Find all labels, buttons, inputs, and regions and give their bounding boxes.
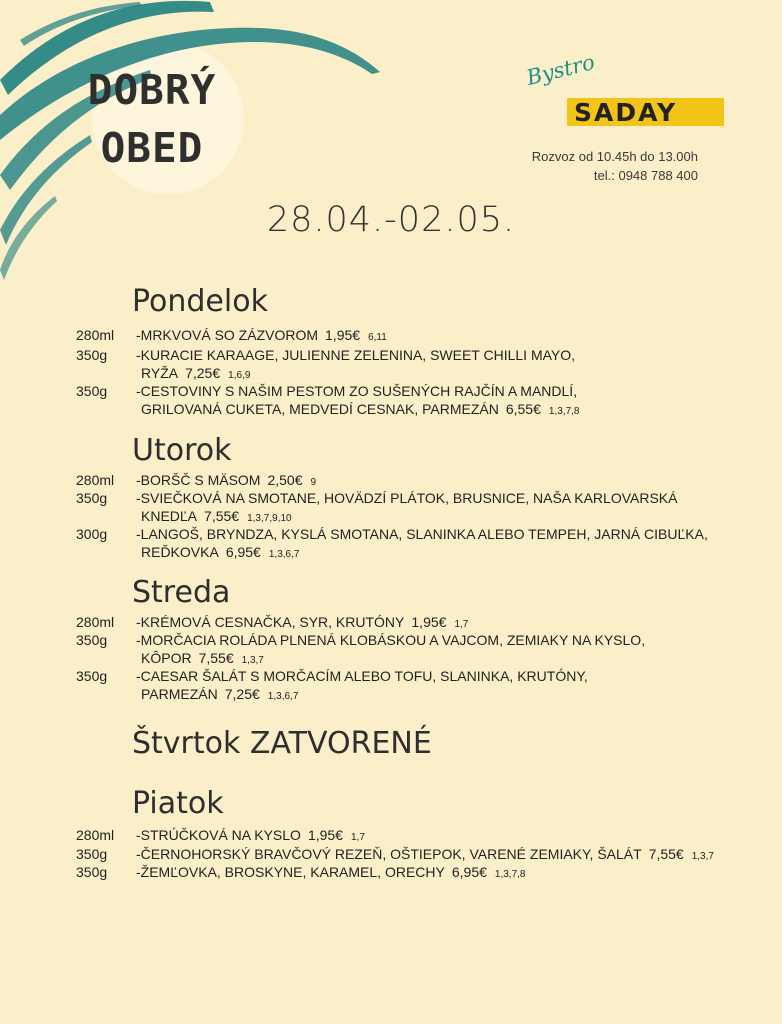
- dish-name-continued-text: REĎKOVKA: [141, 544, 219, 560]
- dish-name: [136, 631, 645, 649]
- price-group: [197, 508, 292, 524]
- price-group: [445, 864, 526, 880]
- portion-size: 350g: [76, 846, 108, 862]
- bystro-saday-logo: [524, 49, 723, 136]
- dish-name-continued-text: RYŽA: [141, 365, 179, 381]
- dish-name-text: -CESTOVINY S NAŠIM PESTOM ZO SUŠENÝCH RAJČÍN A MANDLÍ,: [136, 383, 578, 399]
- dish-price: 2,50€: [267, 472, 303, 488]
- logo-accent: !: [720, 120, 723, 131]
- dish-price: 7,25€: [185, 365, 221, 381]
- dish-name-continued-text: KNEDĽA: [141, 508, 198, 524]
- dish-name: [136, 382, 577, 400]
- dish-name: [136, 667, 588, 685]
- allergen-codes: 1,3,7,9,10: [247, 513, 292, 524]
- dish-name-continued: [141, 400, 579, 421]
- price-group: [318, 327, 387, 343]
- day-heading: Pondelok: [132, 284, 268, 319]
- allergen-codes: 1,7: [454, 619, 469, 630]
- title-line-2: OBED: [100, 124, 204, 172]
- portion-size: 280ml: [76, 827, 115, 843]
- portion-size: 350g: [76, 347, 108, 363]
- logo-script-text: Bystro: [524, 49, 598, 90]
- dish-price: 7,55€: [204, 508, 240, 524]
- allergen-codes: 1,7: [350, 832, 365, 843]
- dish-price: 6,55€: [505, 401, 541, 417]
- allergen-codes: 1,6,9: [228, 370, 251, 381]
- dish-price: 1,95€: [411, 614, 447, 630]
- day-heading: Štvrtok ZATVORENÉ: [132, 726, 432, 761]
- dish-name-text: -MORČACIA ROLÁDA PLNENÁ KLOBÁSKOU A VAJCOM, ZEMIAKY NA KYSLO,: [136, 632, 646, 648]
- dish-name: [136, 525, 708, 543]
- price-group: [260, 472, 316, 488]
- dish-price: 6,95€: [225, 544, 261, 560]
- price-group: [218, 686, 299, 702]
- delivery-hours: Rozvoz od 10.45h do 13.00h: [531, 149, 698, 164]
- dish-price: 1,95€: [307, 827, 343, 843]
- dish-price: 1,95€: [325, 327, 361, 343]
- logo-brand-name: SADAY: [574, 98, 678, 127]
- allergen-codes: 1,3,7: [241, 655, 264, 666]
- price-group: [178, 365, 250, 381]
- portion-size: 300g: [76, 526, 108, 542]
- allergen-codes: 1,3,7: [691, 851, 714, 862]
- price-group: [404, 614, 468, 630]
- dish-price: 7,55€: [198, 650, 234, 666]
- dish-name-continued-text: PARMEZÁN: [141, 686, 218, 702]
- dish-name: [136, 346, 575, 364]
- price-group: [642, 846, 714, 862]
- dish-price: 7,25€: [224, 686, 260, 702]
- portion-size: 350g: [76, 864, 108, 880]
- dish-name: [136, 826, 365, 847]
- dish-name: [136, 489, 677, 507]
- portion-size: 280ml: [76, 327, 115, 343]
- price-group: [219, 544, 300, 560]
- dish-name-text: -KURACIE KARAAGE, JULIENNE ZELENINA, SWEET CHILLI MAYO,: [136, 347, 576, 363]
- price-group: [301, 827, 365, 843]
- phone-number: tel.: 0948 788 400: [593, 168, 698, 183]
- portion-size: 280ml: [76, 614, 115, 630]
- dish-name-continued-text: GRILOVANÁ CUKETA, MEDVEDÍ CESNAK, PARMEZÁN: [141, 401, 499, 417]
- title-line-1: DOBRÝ: [87, 66, 217, 114]
- allergen-codes: 9: [310, 477, 317, 488]
- dish-name-continued-text: KÔPOR: [141, 650, 192, 666]
- dish-price: 7,55€: [648, 846, 684, 862]
- allergen-codes: 1,3,6,7: [267, 691, 299, 702]
- price-group: [192, 650, 264, 666]
- dish-name-text: -KRÉMOVÁ CESNAČKA, SYR, KRUTÓNY: [136, 614, 405, 630]
- day-heading: Piatok: [132, 786, 224, 821]
- dish-name: [136, 326, 387, 347]
- allergen-codes: 1,3,7,8: [548, 406, 580, 417]
- dish-name-continued: [141, 543, 299, 564]
- dish-name-text: -BORŠČ S MÄSOM: [136, 472, 261, 488]
- dish-name-text: -SVIEČKOVÁ NA SMOTANE, HOVÄDZÍ PLÁTOK, BRUSNICE, NAŠA KARLOVARSKÁ: [136, 490, 678, 506]
- dish-price: 6,95€: [451, 864, 487, 880]
- dish-name-text: -CAESAR ŠALÁT S MORČACÍM ALEBO TOFU, SLANINKA, KRUTÓNY,: [136, 668, 588, 684]
- portion-size: 280ml: [76, 472, 115, 488]
- day-heading: Utorok: [132, 433, 232, 468]
- allergen-codes: 1,3,6,7: [268, 549, 300, 560]
- portion-size: 350g: [76, 383, 108, 399]
- allergen-codes: 6,11: [368, 332, 387, 343]
- dish-name: [136, 863, 526, 884]
- dish-name-text: -MRKVOVÁ SO ZÁZVOROM: [136, 327, 319, 343]
- price-group: [499, 401, 580, 417]
- dish-name-continued: [141, 685, 298, 706]
- dish-name-text: -ŽEMĽOVKA, BROSKYNE, KARAMEL, ORECHY: [136, 864, 445, 880]
- portion-size: 350g: [76, 668, 108, 684]
- allergen-codes: 1,3,7,8: [494, 869, 526, 880]
- dish-name-text: -STRÚČKOVÁ NA KYSLO: [136, 827, 301, 843]
- dish-name-text: -LANGOŠ, BRYNDZA, KYSLÁ SMOTANA, SLANINKA ALEBO TEMPEH, JARNÁ CIBUĽKA,: [136, 526, 708, 542]
- dish-name-text: -ČERNOHORSKÝ BRAVČOVÝ REZEŇ, OŠTIEPOK, VARENÉ ZEMIAKY, ŠALÁT: [136, 846, 642, 862]
- portion-size: 350g: [76, 632, 108, 648]
- portion-size: 350g: [76, 490, 108, 506]
- week-dates: 28.04.-02.05.: [266, 200, 516, 240]
- day-heading: Streda: [132, 575, 231, 610]
